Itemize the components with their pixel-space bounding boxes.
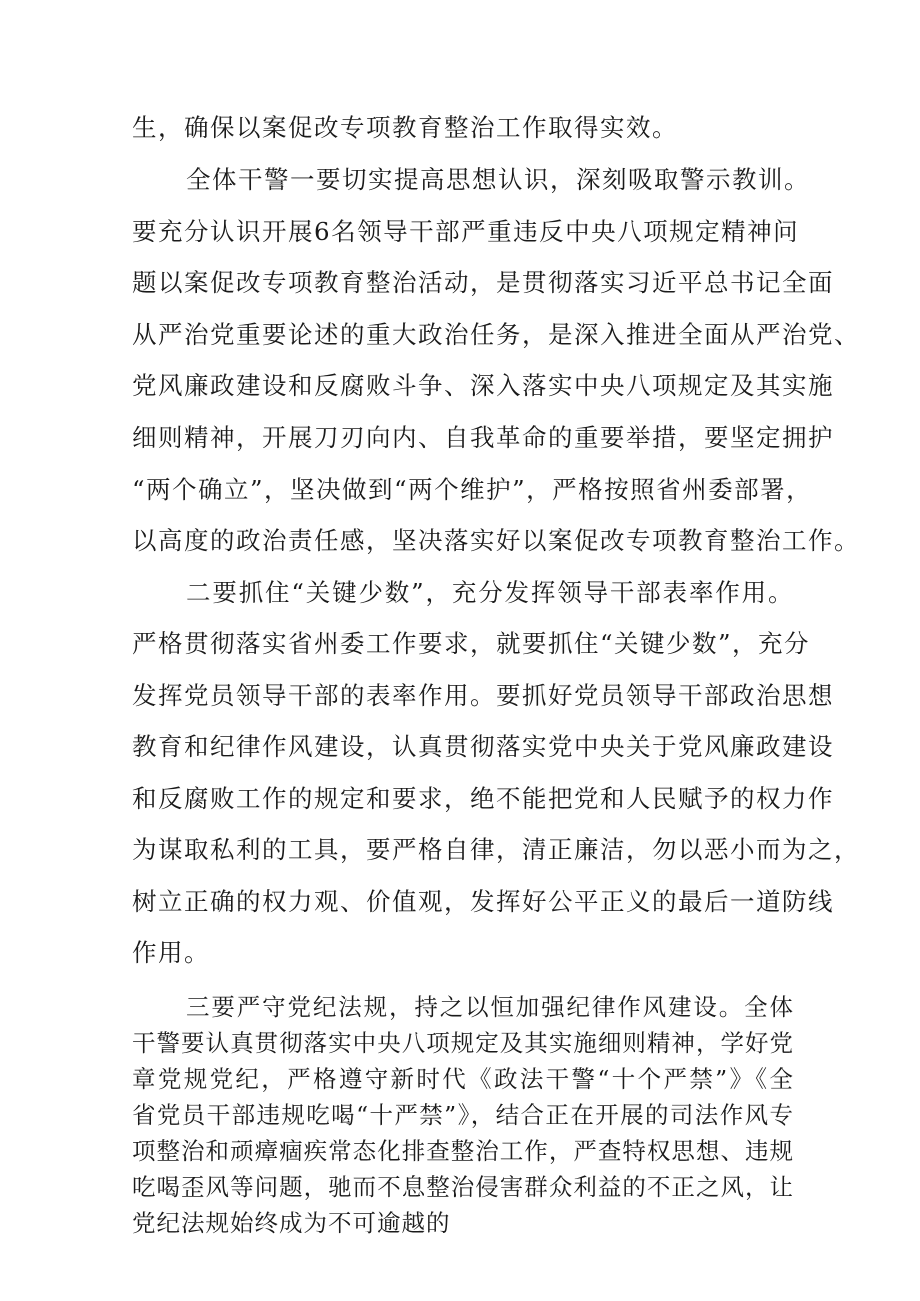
text-line: 题以案促改专项教育整治活动，是贯彻落实习近平总书记全面	[132, 268, 834, 297]
text-line: 要充分认识开展6名领导干部严重违反中央八项规定精神问	[132, 217, 800, 246]
text-line: 全体干警一要切实提高思想认识，深刻吸取警示教训。	[186, 165, 810, 194]
text-line: 细则精神，开展刀刃向内、自我革命的重要举措，要坚定拥护	[132, 423, 834, 452]
text-line: 吃喝歪风等问题，驰而不息整治侵害群众利益的不正之风，让	[132, 1173, 794, 1201]
text-line: 生，确保以案促改专项教育整治工作取得实效。	[132, 113, 678, 142]
text-line: 教育和纪律作风建设，认真贯彻落实党中央关于党风廉政建设	[132, 732, 834, 761]
text-line: 三要严守党纪法规，持之以恒加强纪律作风建设。全体	[186, 993, 794, 1021]
text-line: 以高度的政治责任感，坚决落实好以案促改专项教育整治工作。	[132, 526, 860, 555]
text-line: 党纪法规始终成为不可逾越的	[132, 1209, 451, 1237]
text-line: 章党规党纪，严格遵守新时代《政法干警“十个严禁”》《全	[132, 1065, 794, 1093]
text-line: 项整治和顽瘴痼疾常态化排查整治工作，严查特权思想、违规	[132, 1137, 794, 1165]
text-line: 省党员干部违规吃喝“十严禁”》，结合正在开展的司法作风专	[132, 1101, 794, 1129]
text-line: 二要抓住“关键少数”，充分发挥领导干部表率作用。	[186, 578, 794, 607]
text-line: 干警要认真贯彻落实中央八项规定及其实施细则精神，学好党	[132, 1029, 794, 1057]
text-line: 从严治党重要论述的重大政治任务，是深入推进全面从严治党、	[132, 320, 860, 349]
text-line: 严格贯彻落实省州委工作要求，就要抓住“关键少数”，充分	[132, 629, 811, 658]
text-line: 发挥党员领导干部的表率作用。要抓好党员领导干部政治思想	[132, 681, 834, 710]
text-line: 树立正确的权力观、价值观，发挥好公平正义的最后一道防线	[132, 887, 834, 916]
text-line: 和反腐败工作的规定和要求，绝不能把党和人民赋予的权力作	[132, 784, 834, 813]
text-line: “两个确立”，坚决做到“两个维护”，严格按照省州委部署，	[132, 475, 813, 504]
text-line: 党风廉政建设和反腐败斗争、深入落实中央八项规定及其实施	[132, 371, 834, 400]
text-line: 为谋取私利的工具，要严格自律，清正廉洁，勿以恶小而为之，	[132, 835, 860, 864]
text-line: 作用。	[132, 938, 210, 967]
